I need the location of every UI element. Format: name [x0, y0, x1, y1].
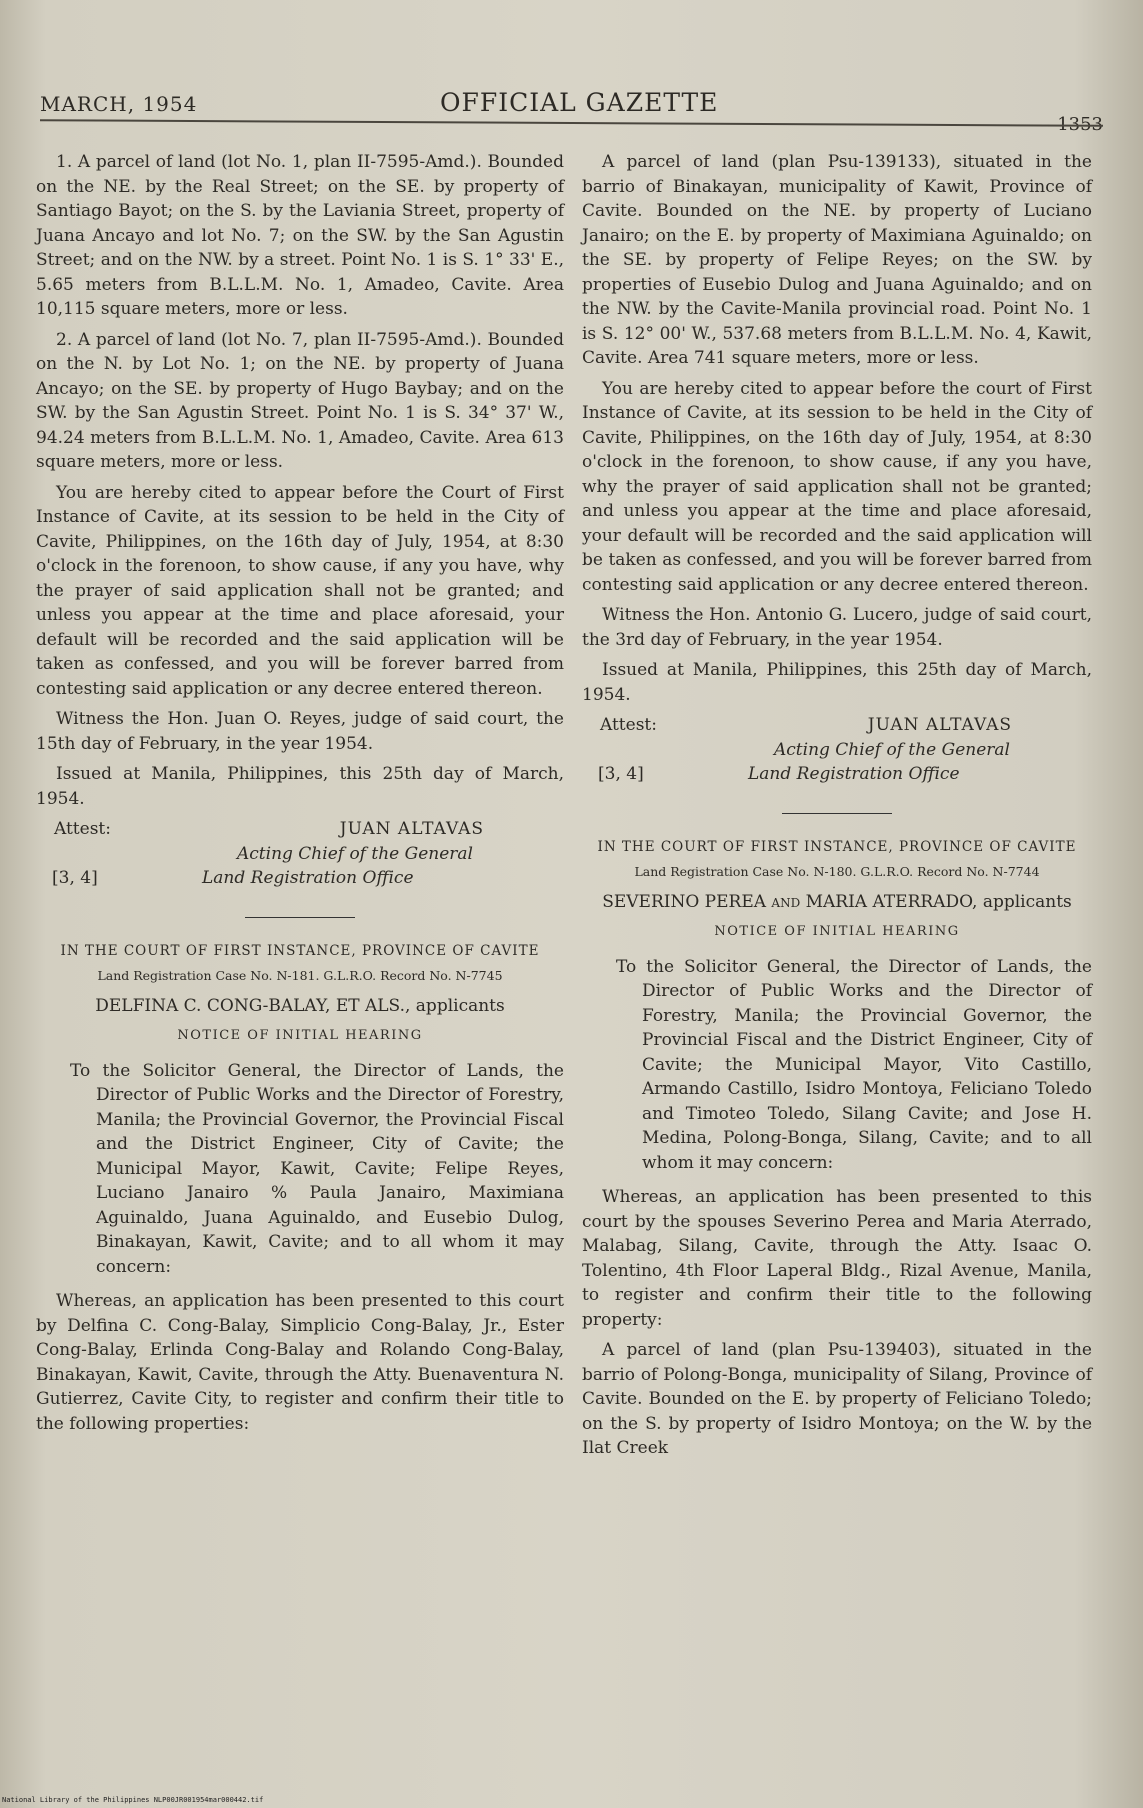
right-paragraph-2: You are hereby cited to appear before the court of First Instance of Cavite, at its session to be held in the City of Cavite, Philippines, on the 16th day of July, 1954, at 8:30 o'clock in the forenoon, to show cause, if any you have, why the prayer of said application shall not be granted; and unless you appear at the time and place aforesaid, your default will be recorded and the said application will be taken as confessed, and you will be forever barred from contesting said application or any decree entered thereon.	[582, 378, 1092, 595]
header-date: MARCH, 1954	[40, 92, 198, 116]
applicants-label: applicants	[415, 995, 505, 1016]
left-paragraph-4: Witness the Hon. Juan O. Reyes, judge of said court, the 15th day of February, in the year 1954.	[36, 709, 564, 754]
addressees: To the Solicitor General, the Director of Lands, the Director of Public Works and the Director of Forestry, Manila; the Provincial Governor, the Provincial Fiscal and the District Engineer, City of Cavite; the Municipal Mayor, Vito Castillo, Armando Castillo, Isidro Montoya, Feliciano Toledo and Timoteo Toledo, Silang Cavite; and Jose H. Medina, Polong-Bonga, Silang, Cavite; and to all whom it may concern:	[616, 956, 1092, 1173]
right-paragraph-1: A parcel of land (plan Psu-139133), situated in the barrio of Binakayan, municipality of Kawit, Province of Cavite. Bounded on the NE. by property of Luciano Janairo; on the E. by property of Maximiana Aguinaldo; on the SE. by property of Felipe Reyes; on the SW. by properties of Eusebio Dulog and Juana Aguinaldo; and on the NW. by the Cavite-Manila provincial road. Point No. 1 is S. 12° 00' W., 537.68 meters from B.L.L.M. No. 4, Kawit, Cavite. Area 741 square meters, more or less.	[582, 152, 1092, 368]
left-paragraph-2: 2. A parcel of land (lot No. 7, plan II-7595-Amd.). Bounded on the N. by Lot No. 1; on the NE. by property of Juana Ancayo; on the SE. by property of Hugo Baybay; and on the SW. by the San Agustin Street. Point No. 1 is S. 34° 37' W., 94.24 meters from B.L.L.M. No. 1, Amadeo, Cavite. Area 613 square meters, more or less.	[36, 329, 564, 472]
case-number: Land Registration Case No. N-181. G.L.R.O. Record No. N-7745	[97, 967, 503, 983]
left-paragraph-1: 1. A parcel of land (lot No. 1, plan II-7595-Amd.). Bounded on the NE. by the Real Street; on the SE. by property of Santiago Bayot; on the S. by the Laviania Street, property of Juana Ancayo and lot No. 7; on the SW. by the San Agustin Street; and on the NW. by a street. Point No. 1 is S. 1° 33' E., 5.65 meters from B.L.L.M. No. 1, Amadeo, Cavite. Area 10,115 square meters, more or less.	[36, 152, 564, 319]
left-paragraph-5: Issued at Manila, Philippines, this 25th day of March, 1954.	[36, 764, 564, 809]
left-paragraph-3: You are hereby cited to appear before the Court of First Instance of Cavite, at its session to be held in the City of Cavite, Philippines, on the 16th day of July, 1954, at 8:30 o'clock in the forenoon, to show cause, if any you have, why the prayer of said application shall not be granted; and unless you appear at the time and place aforesaid, your default will be recorded and the said application will be taken as confessed, and you will be forever barred from contesting said application or any decree entered thereon.	[36, 482, 564, 699]
right-column	[582, 150, 1092, 1467]
applicants-line	[582, 890, 1092, 915]
notice-title: NOTICE OF INITIAL HEARING	[177, 1028, 423, 1043]
attest-label: Attest:	[600, 715, 657, 735]
addressees: To the Solicitor General, the Director of Lands, the Director of Public Works and the Director of Forestry, Manila; the Provincial Governor, the Provincial Fiscal and the District Engineer, City of Cavite; the Municipal Mayor, Kawit, Cavite; Felipe Reyes, Luciano Janairo % Paula Janairo, Maximiana Aguinaldo, Juana Aguinaldo, and Eusebio Dulog, Binakayan, Kawit, Cavite; and to all whom it may concern:	[70, 1060, 564, 1277]
left-column	[36, 150, 564, 1442]
attest-label: Attest:	[54, 819, 111, 839]
right-attestation	[582, 713, 1092, 787]
right-paragraph-6: A parcel of land (plan Psu-139403), situated in the barrio of Polong-Bonga, municipality of Silang, Province of Cavite. Bounded on the E. by property of Feliciano Toledo; on the S. by property of Isidro Montoya; on the W. by the Ilat Creek	[582, 1340, 1092, 1458]
scan-footer: National Library of the Philippines NLP00JR001954mar000442.tif	[2, 1796, 264, 1804]
applicants-names: SEVERINO PEREA and MARIA ATERRADO,	[602, 891, 978, 912]
signatory-name: JUAN ALTAVAS	[339, 819, 484, 839]
signatory-name: JUAN ALTAVAS	[867, 715, 1012, 735]
section-divider	[245, 917, 355, 918]
issue-tag: [3, 4]	[52, 868, 98, 888]
court-heading: IN THE COURT OF FIRST INSTANCE, PROVINCE OF CAVITE	[597, 838, 1077, 855]
right-paragraph-5: Whereas, an application has been presented to this court by the spouses Severino Perea and Maria Aterrado, Malabag, Silang, Cavite, through the Atty. Isaac O. Tolentino, 4th Floor Laperal Bldg., Rizal Avenue, Manila, to register and confirm their title to the following property:	[582, 1187, 1092, 1330]
applicants-line	[36, 994, 564, 1019]
signatory-title: Acting Chief of the General	[237, 843, 473, 864]
right-paragraph-3: Witness the Hon. Antonio G. Lucero, judge of said court, the 3rd day of February, in the year 1954.	[582, 605, 1092, 650]
case-number: Land Registration Case No. N-180. G.L.R.O. Record No. N-7744	[634, 863, 1040, 879]
right-paragraph-4: Issued at Manila, Philippines, this 25th day of March, 1954.	[582, 660, 1092, 705]
section-divider	[782, 813, 892, 814]
left-paragraph-6: Whereas, an application has been presented to this court by Delfina C. Cong-Balay, Simplicio Cong-Balay, Jr., Ester Cong-Balay, Erlinda Cong-Balay and Rolando Cong-Balay, Binakayan, Kawit, Cavite, through the Atty. Buenaventura N. Gutierrez, Cavite City, to register and confirm their title to the following properties:	[36, 1291, 564, 1434]
notice-title: NOTICE OF INITIAL HEARING	[714, 924, 960, 939]
left-attestation	[36, 817, 564, 891]
header-title: OFFICIAL GAZETTE	[440, 88, 719, 117]
page-number: 1353	[1057, 114, 1103, 135]
signatory-title: Acting Chief of the General	[774, 739, 1010, 760]
signatory-office: Land Registration Office	[202, 868, 414, 888]
signatory-office: Land Registration Office	[748, 764, 960, 784]
issue-tag: [3, 4]	[598, 764, 644, 784]
applicants-label: applicants	[982, 891, 1072, 912]
court-heading: IN THE COURT OF FIRST INSTANCE, PROVINCE OF CAVITE	[60, 942, 540, 959]
applicants-names: DELFINA C. CONG-BALAY, ET ALS.,	[95, 995, 411, 1016]
